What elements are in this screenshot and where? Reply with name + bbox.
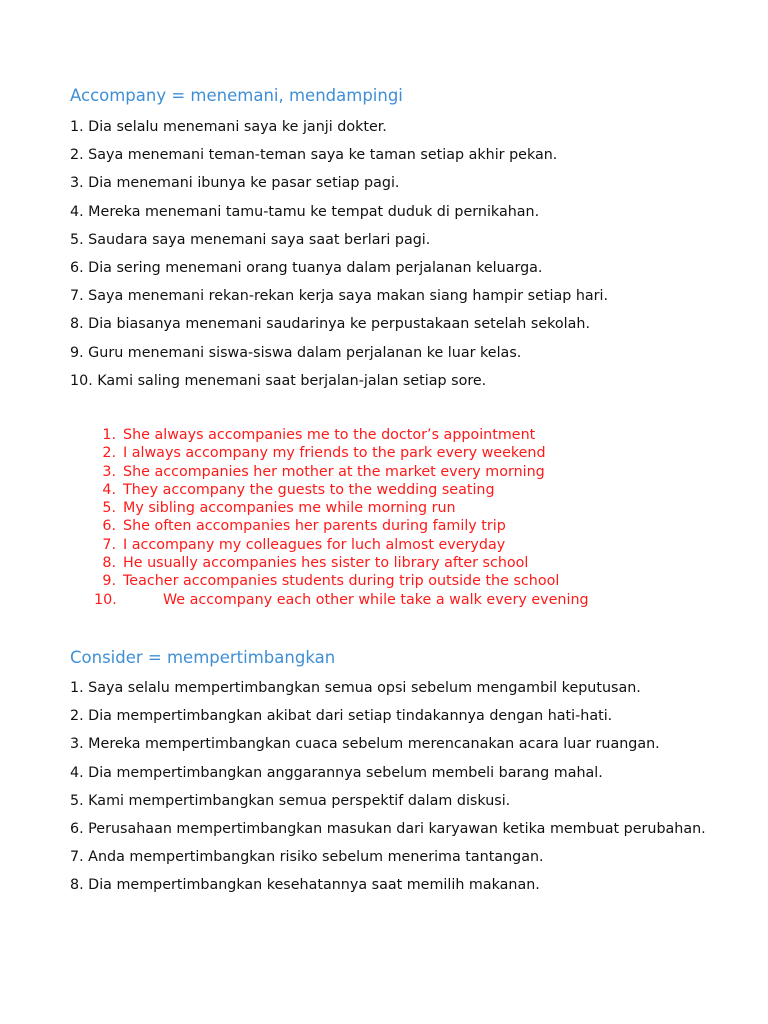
indonesian-sentence: 10. Kami saling menemani saat berjalan-jalan setiap sore. [70, 372, 487, 389]
indonesian-sentence: 9. Guru menemani siswa-siswa dalam perjalanan ke luar kelas. [70, 344, 522, 361]
section-heading-consider: Consider = mempertimbangkan [70, 648, 336, 667]
translation-number: 2. [102, 445, 116, 462]
translation-text: I always accompany my friends to the park every weekend [123, 445, 546, 462]
translation-item [94, 463, 589, 481]
translation-number: 1. [102, 427, 116, 443]
translation-number: 8. [102, 555, 116, 572]
indonesian-sentence: 6. Dia sering menemani orang tuanya dalam perjalanan keluarga. [70, 259, 543, 276]
translation-item [94, 499, 589, 517]
translation-item [94, 536, 589, 554]
indonesian-sentence: 5. Saudara saya menemani saya saat berlari pagi. [70, 231, 431, 248]
indonesian-sentence: 1. Saya selalu mempertimbangkan semua opsi sebelum mengambil keputusan. [70, 680, 641, 696]
translation-text: I accompany my colleagues for luch almost everyday [123, 536, 506, 553]
translation-item [94, 481, 589, 499]
indonesian-sentence: 3. Mereka mempertimbangkan cuaca sebelum merencanakan acara luar ruangan. [70, 736, 660, 753]
indonesian-sentence: 8. Dia biasanya menemani saudarinya ke perpustakaan setelah sekolah. [70, 316, 590, 333]
indonesian-sentence: 5. Kami mempertimbangkan semua perspektif dalam diskusi. [70, 792, 511, 809]
translation-number: 9. [102, 573, 116, 590]
indonesian-sentence-list-accompany [70, 118, 710, 400]
translation-number: 3. [102, 463, 116, 480]
indonesian-sentence: 3. Dia menemani ibunya ke pasar setiap pagi. [70, 175, 400, 192]
translation-text: She accompanies her mother at the market every morning [123, 463, 545, 480]
indonesian-sentence: 4. Mereka menemani tamu-tamu ke tempat duduk di pernikahan. [70, 203, 540, 220]
indonesian-sentence: 7. Anda mempertimbangkan risiko sebelum menerima tantangan. [70, 849, 544, 866]
indonesian-sentence-list-consider [70, 679, 710, 905]
indonesian-sentence: 2. Dia mempertimbangkan akibat dari setiap tindakannya dengan hati-hati. [70, 708, 613, 725]
indonesian-sentence: 7. Saya menemani rekan-rekan kerja saya makan siang hampir setiap hari. [70, 288, 609, 305]
translation-item [94, 426, 589, 444]
indonesian-sentence: 8. Dia mempertimbangkan kesehatannya saat memilih makanan. [70, 877, 540, 894]
translation-text: She always accompanies me to the doctor’s appointment [123, 427, 536, 443]
translation-number: 7. [102, 536, 116, 553]
section-heading-accompany: Accompany = menemani, mendampingi [70, 86, 403, 105]
translation-text: They accompany the guests to the wedding seating [123, 481, 495, 498]
translation-text: We accompany each other while take a walk every evening [163, 591, 589, 608]
indonesian-sentence: 1. Dia selalu menemani saya ke janji dokter. [70, 119, 387, 135]
english-translation-list [94, 426, 589, 609]
translation-item [94, 517, 589, 535]
translation-item [94, 554, 589, 572]
translation-text: She often accompanies her parents during family trip [123, 518, 506, 535]
translation-text: He usually accompanies hes sister to library after school [123, 555, 529, 572]
indonesian-sentence: 6. Perusahaan mempertimbangkan masukan dari karyawan ketika membuat perubahan. [70, 820, 706, 837]
indonesian-sentence: 2. Saya menemani teman-teman saya ke taman setiap akhir pekan. [70, 147, 558, 164]
translation-number: 10. [94, 591, 117, 608]
translation-number: 5. [102, 500, 116, 517]
translation-text: My sibling accompanies me while morning run [123, 500, 456, 517]
translation-item [94, 591, 589, 609]
indonesian-sentence: 4. Dia mempertimbangkan anggarannya sebelum membeli barang mahal. [70, 764, 603, 781]
translation-number: 4. [102, 481, 116, 498]
translation-text: Teacher accompanies students during trip outside the school [123, 573, 560, 590]
translation-number: 6. [102, 518, 116, 535]
translation-item [94, 572, 589, 590]
translation-item [94, 444, 589, 462]
